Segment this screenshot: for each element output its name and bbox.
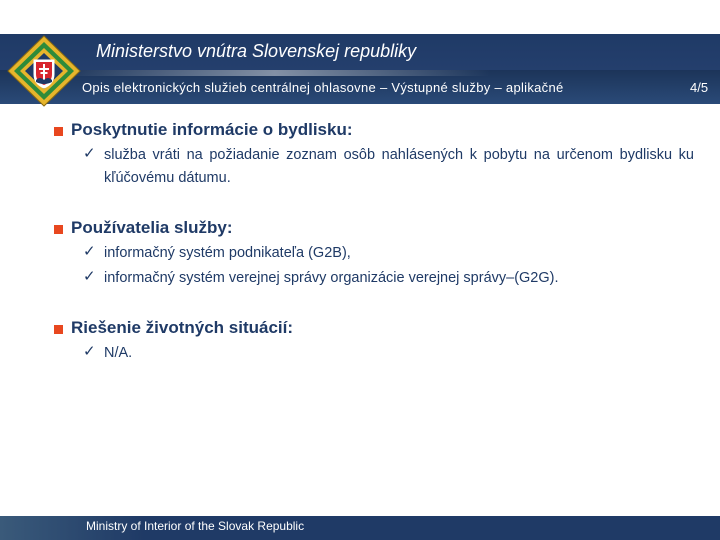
list-item [54,144,694,190]
page-subtitle: Opis elektronických služieb centrálnej ohlasovne – Výstupné služby – aplikačné [82,80,564,95]
section-heading-text: Riešenie životných situácií: [71,318,294,337]
section-heading-text: Používatelia služby: [71,218,233,237]
list-item [54,267,694,290]
page-number: 4/5 [690,80,709,95]
section-heading [54,216,694,240]
checkmark-icon: ✓ [83,268,96,285]
section-heading-text: Poskytnutie informácie o bydlisku: [71,120,353,139]
list-item-text: informačný systém podnikateľa (G2B), [104,245,351,261]
checkmark-icon: ✓ [83,145,96,162]
list-item-text: N/A. [104,345,133,361]
section-housing-info [54,118,694,190]
list-item [54,242,694,265]
subtitle-highlight [60,70,490,76]
square-bullet-icon [54,225,63,234]
top-strip [0,0,720,34]
checkmark-icon: ✓ [83,343,96,360]
section-heading [54,118,694,142]
square-bullet-icon [54,325,63,334]
list-item-text: služba vráti na požiadanie zoznam osôb nahlásených k pobytu na určenom bydlisku ku kľúčovému dátumu. [104,147,694,186]
section-service-users [54,216,694,290]
section-life-situations [54,316,694,365]
list-item [54,342,694,365]
section-heading [54,316,694,340]
list-item-text: informačný systém verejnej správy organizácie verejnej správy–(G2G). [104,270,559,286]
footer-text: Ministry of Interior of the Slovak Republic [86,519,305,533]
square-bullet-icon [54,127,63,136]
page-title: Ministerstvo vnútra Slovenskej republiky [96,41,417,61]
checkmark-icon: ✓ [83,243,96,260]
content-area [54,118,694,391]
ministry-emblem-icon [6,34,82,108]
